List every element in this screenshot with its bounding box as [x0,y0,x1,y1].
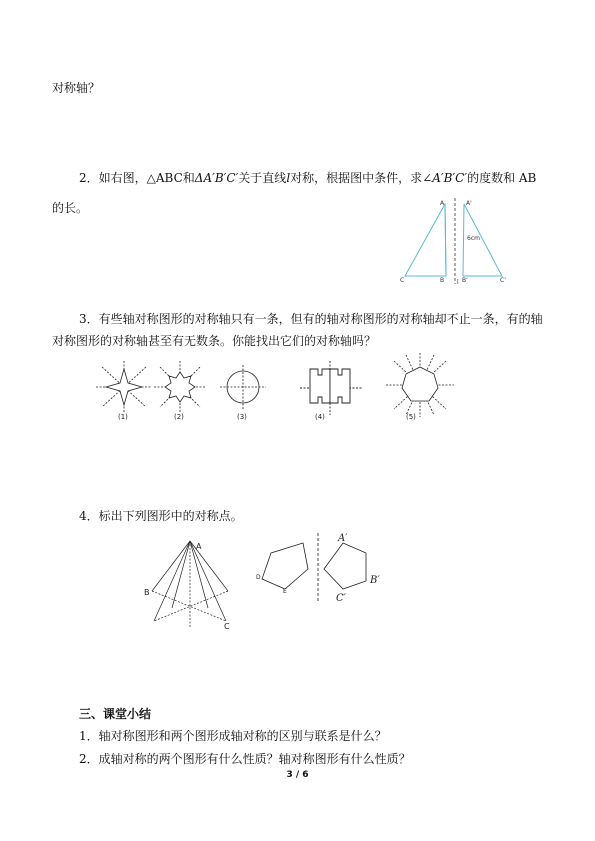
question-2-line-1 [79,170,536,186]
q4-figure [138,533,398,633]
shape-2-star [154,361,206,413]
shape-label-5: (5) [406,413,416,421]
q2-line-l: l [286,171,291,185]
q4-label-C: C [224,622,230,631]
q4-label-A: A [196,542,202,551]
q2-rest-2: 对称，根据图中条件，求 [290,171,423,185]
q4-label-D: D [256,574,261,581]
q4-pentagon-left [262,543,308,589]
shape-4-h-shape [300,361,362,415]
q2-rest-1: 关于直线 [238,171,287,185]
page-number: 3 / 6 [286,770,309,780]
question-3-line-2: 对称图形的对称轴甚至有无数条。你能找出它们的对称轴吗？ [52,334,377,348]
q2-angle: ∠A′B′C′ [422,171,468,185]
q4-left-figure [152,541,228,628]
q2-and: 和 [182,171,195,185]
q4-label-E: E [283,588,287,595]
q2-number: 2．如右图， [79,171,147,185]
q4-label-A-prime: A′ [338,533,348,544]
label-C-prime: C' [500,277,506,284]
question-2-line-2: 的长。 [52,201,89,215]
q4-label-C-prime: C′ [336,593,346,604]
shape-label-2: (2) [174,413,184,421]
q2-triangle-figure [400,196,550,286]
summary-item-2: 2．成轴对称的两个图形有什么性质？轴对称图形有什么性质？ [79,752,411,766]
height-line-left [445,204,446,276]
label-B-prime: B' [462,277,468,284]
shape-label-3: (3) [237,413,247,421]
top-line: 对称轴？ [52,81,101,95]
shape-label-4: (4) [315,413,325,421]
label-B: B [440,277,445,284]
q4-pentagon-right [324,543,366,589]
q4-label-B-prime: B′ [370,575,380,586]
label-A-prime: A' [466,200,472,207]
section-3-title: 三、课堂小结 [79,707,152,721]
shape-label-1: (1) [118,413,128,421]
triangle-abc [405,204,446,276]
shape-3-circle [220,365,266,409]
question-4-line-1: 4．标出下列图形中的对称点。 [79,509,243,523]
summary-item-1: 1．轴对称图形和两个图形成轴对称的区别与联系是什么？ [79,729,387,743]
question-3-line-1: 3．有些轴对称图形的对称轴只有一条，但有的轴对称图形的对称轴却不止一条，有的轴 [79,312,543,326]
shape-5-polygon [386,353,454,417]
q4-label-B: B [144,588,150,597]
label-A: A [440,200,445,207]
q2-triangle-1: △ABC [146,171,183,185]
q2-rest-3: 的度数和 AB [467,171,537,185]
label-length: 6cm [467,235,480,242]
label-C: C [400,277,405,284]
q2-triangle-2: ΔA′B′C′ [194,171,239,185]
label-l: l [457,279,459,286]
q3-shapes-figure [80,347,520,429]
shape-1-star [96,361,152,413]
